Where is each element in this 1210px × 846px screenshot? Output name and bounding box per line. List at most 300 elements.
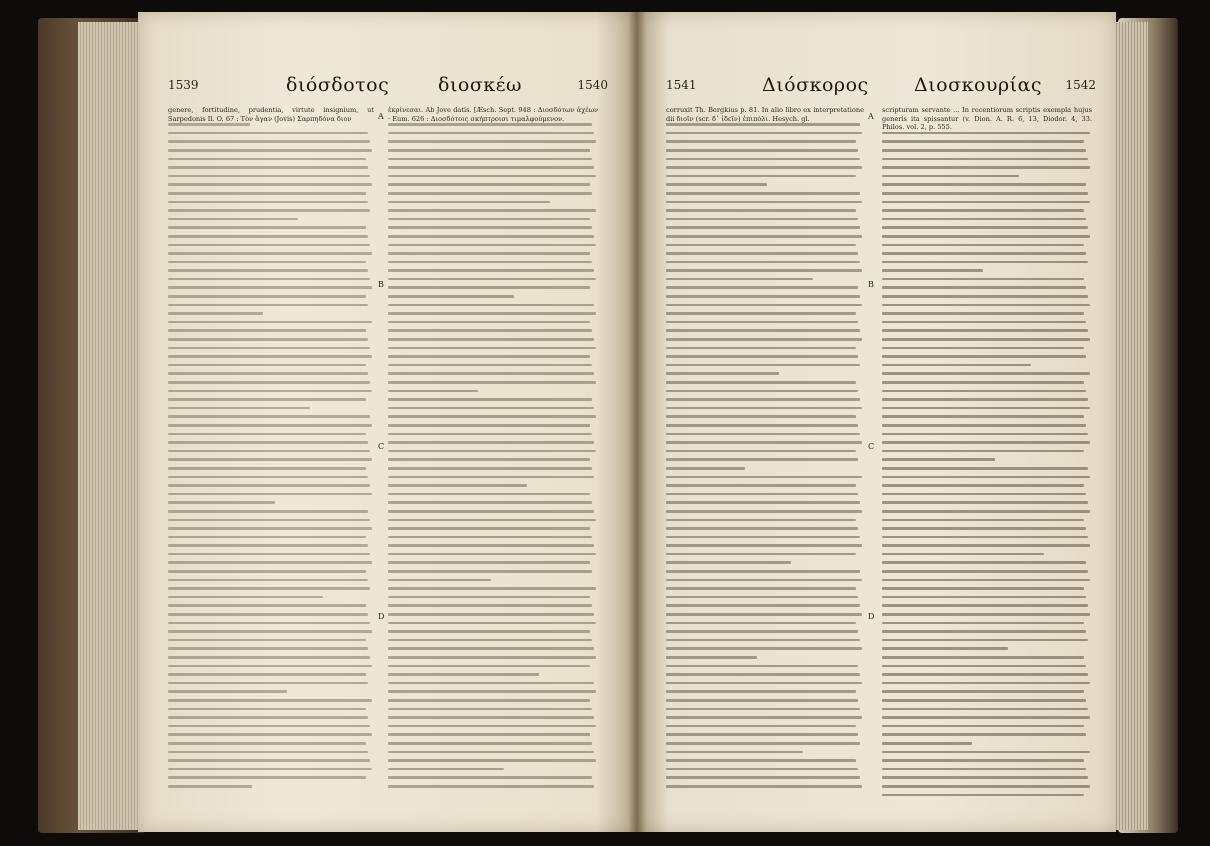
text-line [882,407,1090,410]
text-line [882,355,1086,358]
text-line [388,647,594,650]
page-number-left-col1: 1539 [168,78,199,92]
text-line [388,433,592,436]
text-line [666,699,858,702]
text-line [388,355,590,358]
text-line [388,519,596,522]
column-lead-text: genere, fortitudine, prudentia, virtute insignium, ut Sarpedonis Il. O. 67 : Τὸν ἄγαν (Jovis) Σαρπηδόνα διον [168,106,374,123]
text-line [388,450,596,453]
text-line [168,493,372,496]
text-line [168,510,368,513]
text-line [388,244,596,247]
text-line [168,286,372,289]
text-line [388,501,592,504]
text-line [666,209,856,212]
text-line [168,140,370,143]
text-line [882,794,1084,797]
text-line [388,192,592,195]
text-line [168,192,366,195]
body-text-lines [388,123,598,787]
text-line [666,381,856,384]
text-line [168,329,366,332]
text-line [666,725,856,728]
text-line [168,183,372,186]
text-line [882,467,1088,470]
text-line [666,390,858,393]
text-line [666,252,858,255]
text-line [168,708,366,711]
text-line [388,742,592,745]
text-line [388,725,596,728]
text-line [168,252,372,255]
column-lead-text: scripturam servante ... In recentiorum scriptis exempla hujus generis ita spissantur (v. Dion. A. R. 6, 13, Diodor. 4, 33. Philos. vol. 2, p. 555. [882,106,1092,132]
text-line [168,209,370,212]
text-line [388,209,596,212]
text-line [882,622,1084,625]
text-line [168,647,368,650]
text-line [882,656,1084,659]
text-line [388,364,592,367]
text-line [882,579,1090,582]
text-line [882,278,1084,281]
text-line [388,261,592,264]
text-line [168,226,366,229]
text-line [882,424,1086,427]
headword-left-col2: διοσκέω [438,74,523,96]
text-line [168,716,368,719]
text-line [666,673,860,676]
text-line [388,312,596,315]
text-line [666,785,862,788]
text-line [666,527,858,530]
text-line [168,467,366,470]
text-line [882,673,1088,676]
text-line [168,175,370,178]
text-line [882,682,1090,685]
text-line [882,561,1086,564]
text-line [666,622,856,625]
text-line [388,407,594,410]
text-line [666,690,856,693]
text-line [168,690,287,693]
text-line [666,192,860,195]
text-line [388,149,590,152]
text-line [666,613,862,616]
text-line [388,218,590,221]
margin-letter: C [868,442,875,451]
text-line [666,372,779,375]
text-line [388,596,590,599]
text-line [388,278,596,281]
text-line [666,630,858,633]
text-line [168,484,370,487]
text-line [666,561,791,564]
text-line [168,759,370,762]
margin-letter: C [378,442,385,451]
text-line [882,716,1090,719]
text-line [388,476,594,479]
text-line [882,742,972,745]
text-line [388,630,590,633]
text-line [882,604,1088,607]
text-line [666,501,860,504]
text-line [666,768,858,771]
text-line [168,768,372,771]
text-line [882,166,1090,169]
text-line [388,673,539,676]
open-book [38,8,1178,838]
text-line [388,347,596,350]
margin-letter: D [868,612,875,621]
text-line [168,321,372,324]
text-line [666,647,862,650]
text-line [882,398,1088,401]
text-line [666,158,860,161]
text-line [882,647,1008,650]
text-line [388,132,594,135]
text-line [666,261,860,264]
text-line [666,415,856,418]
right-page [636,12,1116,832]
text-line [666,201,862,204]
text-line [168,544,368,547]
text-line [388,140,596,143]
text-line [388,579,491,582]
text-line [882,570,1088,573]
text-line [168,312,263,315]
text-line [882,519,1084,522]
text-line [882,132,1090,135]
text-line [882,759,1084,762]
text-line [666,140,856,143]
text-line [388,398,592,401]
text-line [388,424,590,427]
text-line [388,622,596,625]
text-line [666,312,856,315]
text-line [168,579,368,582]
text-line [168,424,372,427]
text-line [882,183,1086,186]
text-line [882,441,1090,444]
text-line [882,192,1088,195]
text-line [168,596,323,599]
text-line [168,587,370,590]
text-line [388,158,592,161]
text-line [388,604,592,607]
margin-letter: B [378,280,384,289]
text-line [388,570,592,573]
text-line [666,587,856,590]
text-line [666,759,856,762]
text-line [388,381,596,384]
text-line [388,166,594,169]
text-line [882,596,1086,599]
text-line [168,630,372,633]
text-line [882,269,983,272]
text-line [882,630,1086,633]
text-line [168,304,368,307]
text-line [168,476,368,479]
text-line [168,751,368,754]
text-line [168,613,368,616]
text-line [666,398,860,401]
text-line [388,252,590,255]
text-line [666,733,858,736]
text-line [388,785,594,788]
text-line [388,390,478,393]
book-gutter [628,12,646,832]
text-line [168,201,368,204]
text-line [666,244,856,247]
text-line [168,398,366,401]
text-line [168,433,366,436]
text-line [666,295,860,298]
text-line [388,613,594,616]
text-line [168,527,372,530]
text-line [168,269,368,272]
text-line [168,742,366,745]
text-line [388,776,592,779]
text-line [388,201,550,204]
text-line [666,269,862,272]
text-line [388,338,594,341]
text-line [666,604,860,607]
text-line [666,355,858,358]
text-line [168,733,372,736]
text-line [882,433,1088,436]
text-line [882,699,1086,702]
text-line [882,347,1084,350]
text-line [882,527,1086,530]
text-line [168,441,368,444]
text-line [666,665,858,668]
text-line [666,519,856,522]
text-line [666,321,858,324]
headword-left-col1: διόσδοτος [286,74,390,96]
text-line [666,347,856,350]
text-line [168,776,366,779]
text-line [388,295,514,298]
text-line [168,536,366,539]
text-line [388,699,590,702]
text-line [882,218,1086,221]
text-line [388,544,594,547]
page-number-right-col1: 1541 [666,78,697,92]
text-line [388,690,596,693]
text-line [666,751,803,754]
text-line [168,699,372,702]
body-text-lines [666,123,864,787]
text-line [388,304,594,307]
text-line [666,123,860,126]
text-line [882,201,1090,204]
text-line [168,347,370,350]
text-line [168,244,370,247]
margin-letter: A [378,112,384,121]
text-line [388,510,594,513]
text-line [168,132,368,135]
text-line [882,553,1044,556]
text-line [666,450,856,453]
text-line [666,132,862,135]
text-line [168,372,368,375]
text-line [882,244,1084,247]
text-line [882,381,1084,384]
text-line [666,175,856,178]
text-line [666,286,858,289]
text-line [388,751,594,754]
text-line [882,226,1088,229]
text-line [882,304,1090,307]
text-line [168,261,366,264]
text-line [168,682,368,685]
text-line [168,656,370,659]
text-line [388,441,594,444]
text-line [666,596,858,599]
text-line [666,544,862,547]
text-line [388,123,592,126]
text-line [882,510,1090,513]
text-line [666,708,860,711]
text-column-left-1 [168,106,374,806]
text-line [666,776,860,779]
text-line [666,235,862,238]
text-line [388,527,590,530]
text-line [388,639,592,642]
text-line [882,321,1086,324]
text-line [666,656,757,659]
text-line [168,725,370,728]
text-line [882,364,1031,367]
text-line [882,768,1086,771]
text-line [388,175,596,178]
text-line [882,458,995,461]
text-line [666,218,858,221]
text-line [168,785,252,788]
page-number-right-col2: 1542 [1065,78,1096,92]
text-line [388,484,527,487]
text-line [882,544,1090,547]
text-line [168,519,370,522]
text-line [666,226,860,229]
text-line [168,639,366,642]
text-line [388,656,596,659]
text-line [882,493,1086,496]
text-line [882,158,1088,161]
text-line [388,467,592,470]
text-line [666,467,745,470]
text-line [882,235,1090,238]
text-line [666,304,862,307]
text-line [882,295,1088,298]
text-line [666,570,860,573]
text-line [168,235,368,238]
text-line [168,390,372,393]
text-line [388,536,592,539]
text-line [388,768,504,771]
text-line [168,450,370,453]
text-line [666,433,860,436]
text-line [388,716,594,719]
text-line [882,390,1086,393]
text-line [388,286,590,289]
text-line [882,415,1084,418]
text-line [168,364,366,367]
text-line [666,716,862,719]
text-line [882,329,1088,332]
text-line [168,278,370,281]
text-line [388,269,594,272]
text-line [882,733,1086,736]
text-line [388,415,596,418]
text-line [388,235,594,238]
text-line [882,252,1086,255]
text-line [388,682,594,685]
text-line [388,587,596,590]
text-line [168,673,366,676]
text-line [882,665,1086,668]
text-line [388,183,590,186]
text-line [168,604,366,607]
text-line [388,553,596,556]
text-line [666,742,860,745]
text-line [168,665,372,668]
text-line [666,682,862,685]
text-line [882,140,1084,143]
text-line [388,561,590,564]
text-line [882,690,1084,693]
text-line [882,484,1084,487]
text-line [882,785,1090,788]
left-page-header [168,74,608,98]
text-line [666,510,862,513]
text-line [388,733,590,736]
text-line [666,553,856,556]
text-line [388,226,592,229]
text-line [168,295,366,298]
left-page [138,12,636,832]
text-line [388,458,590,461]
margin-letter: B [868,280,874,289]
text-line [666,338,862,341]
text-line [882,286,1086,289]
text-line [666,149,858,152]
text-line [168,415,370,418]
text-line [882,372,1090,375]
text-line [882,776,1088,779]
body-text-lines [168,123,374,787]
text-line [168,149,372,152]
text-line [882,708,1088,711]
text-line [388,372,594,375]
text-line [168,218,298,221]
text-line [388,665,590,668]
text-line [168,458,372,461]
text-line [882,261,1088,264]
text-line [666,364,860,367]
text-column-left-2 [388,106,598,806]
text-line [666,183,767,186]
text-line [168,381,370,384]
text-line [666,476,862,479]
text-line [168,561,372,564]
text-line [666,424,858,427]
text-line [666,166,862,169]
text-line [666,484,856,487]
text-line [388,759,596,762]
text-line [882,501,1088,504]
text-line [882,639,1088,642]
